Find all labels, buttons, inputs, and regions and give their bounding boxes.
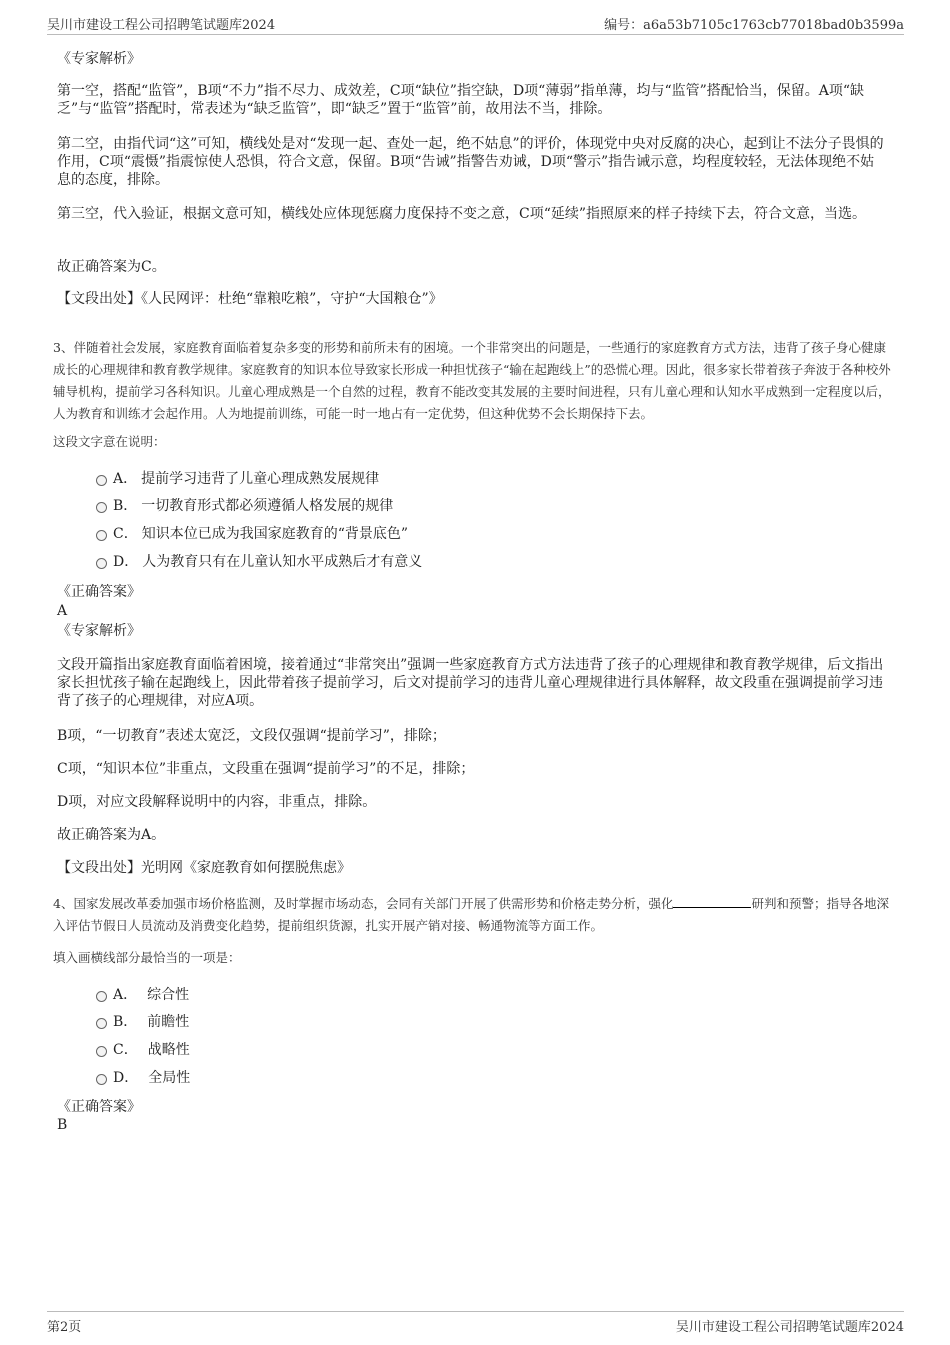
q3-expert-title: 《专家解析》 — [57, 623, 141, 639]
radio-icon[interactable] — [96, 475, 107, 486]
option-text: 知识本位已成为我国家庭教育的“背景底色” — [141, 526, 409, 542]
radio-icon[interactable] — [96, 558, 107, 569]
q4-option-d[interactable] — [96, 1069, 190, 1087]
q3-prompt: 这段文字意在说明： — [53, 434, 166, 449]
q4-prompt: 填入画横线部分最恰当的一项是： — [53, 950, 241, 965]
q3-analysis-p1: 文段开篇指出家庭教育面临着困境，接着通过“非常突出”强调一些家庭教育方式方法违背了孩子的心理规律和教育教学规律，后文指出家长担忧孩子输在起跑线上，因此带着孩子提前学习，后文对提前学习的违背儿童心理规律进行具体解释，故文段重在强调提前学习违背了孩子的心理规律，对应A项。 — [57, 657, 884, 709]
option-text: 战略性 — [147, 1042, 190, 1058]
q4-option-c[interactable] — [96, 1041, 190, 1059]
option-text: 全局性 — [148, 1070, 191, 1086]
option-text: 人为教育只有在儿童认知水平成熟后才有意义 — [142, 554, 423, 570]
q3-answer-title: 《正确答案》 — [57, 584, 141, 600]
q2-expert-title: 《专家解析》 — [57, 51, 141, 67]
q3-source: 【文段出处】光明网《家庭教育如何摆脱焦虑》 — [57, 860, 351, 876]
q4-stem-part2: 研判和预警；指导各地深入评估节假日人员流动及消费变化趋势，提前组织货源，扎实开展产销对接、畅通物流等方面工作。 — [53, 896, 889, 933]
option-letter: A． — [113, 987, 138, 1003]
option-letter: C． — [113, 526, 138, 542]
q3-analysis-p2: B项，“一切教育”表述太宽泛，文段仅强调“提前学习”，排除； — [57, 728, 446, 744]
radio-icon[interactable] — [96, 1018, 107, 1029]
q4-option-a[interactable] — [96, 986, 189, 1004]
q4-answer: B — [57, 1117, 68, 1133]
q2-analysis-p2: 第二空，由指代词“这”可知，横线处是对“发现一起、查处一起，绝不姑息”的评价，体现党中央对反腐的决心，起到让不法分子畏惧的作用，C项“震慑”指震惊使人恐惧，符合文意，保留。B项“告诫”指警告劝诫，D项“警示”指告诫示意，均程度较轻，无法体现绝不姑息的态度，排除。 — [57, 136, 884, 188]
q2-source: 【文段出处】《人民网评：杜绝“靠粮吃粮”，守护“大国粮仓”》 — [57, 291, 443, 307]
option-letter: B． — [113, 1014, 138, 1030]
q2-conclusion: 故正确答案为C。 — [57, 259, 166, 275]
radio-icon[interactable] — [96, 1046, 107, 1057]
q3-option-a[interactable] — [96, 470, 379, 488]
q4-stem-part1: 4、国家发展改革委加强市场价格监测，及时掌握市场动态，会同有关部门开展了供需形势和价格走势分析，强化 — [53, 896, 674, 911]
q3-analysis-p3: C项，“知识本位”非重点，文段重在强调“提前学习”的不足，排除； — [57, 761, 475, 777]
q3-option-c[interactable] — [96, 525, 408, 543]
radio-icon[interactable] — [96, 502, 107, 513]
answer-blank — [673, 895, 751, 908]
option-letter: D． — [113, 554, 139, 570]
header-title: 吴川市建设工程公司招聘笔试题库2024 — [47, 18, 276, 33]
option-text: 前瞻性 — [147, 1014, 190, 1030]
radio-icon[interactable] — [96, 991, 107, 1002]
q4-answer-title: 《正确答案》 — [57, 1099, 141, 1115]
q3-analysis-p4: D项，对应文段解释说明中的内容，非重点，排除。 — [57, 794, 377, 810]
option-text: 提前学习违背了儿童心理成熟发展规律 — [141, 471, 380, 487]
q2-analysis-p1: 第一空，搭配“监管”，B项“不力”指不尽力、成效差，C项“缺位”指空缺，D项“薄弱”指单薄，均与“监管”搭配恰当，保留。A项“缺乏”与“监管”搭配时，常表述为“缺乏监管”，即“缺乏”置于“监管”前，故用法不当，排除。 — [57, 83, 865, 117]
q3-option-d[interactable] — [96, 553, 422, 571]
option-text: 一切教育形式都必须遵循人格发展的规律 — [141, 498, 394, 514]
q4-option-b[interactable] — [96, 1013, 189, 1031]
radio-icon[interactable] — [96, 1074, 107, 1085]
radio-icon[interactable] — [96, 530, 107, 541]
option-letter: A． — [113, 471, 138, 487]
q4-stem — [53, 893, 898, 937]
footer-title: 吴川市建设工程公司招聘笔试题库2024 — [675, 1320, 904, 1335]
option-letter: D． — [113, 1070, 139, 1086]
option-letter: C． — [113, 1042, 138, 1058]
option-text: 综合性 — [147, 987, 190, 1003]
q3-option-b[interactable] — [96, 497, 393, 515]
page-footer — [47, 1311, 904, 1334]
option-letter: B． — [113, 498, 138, 514]
page-number: 第2页 — [47, 1320, 82, 1335]
q3-answer: A — [57, 603, 68, 619]
header-doc-id: 编号：a6a53b7105c1763cb77018bad0b3599a — [604, 18, 904, 33]
page-header — [47, 12, 904, 35]
q3-conclusion: 故正确答案为A。 — [57, 827, 166, 843]
q3-stem: 3、伴随着社会发展，家庭教育面临着复杂多变的形势和前所未有的困境。一个非常突出的问题是，一些通行的家庭教育方式方法，违背了孩子身心健康成长的心理规律和教育教学规律。家庭教育的知识本位导致家长形成一种担忧孩子“输在起跑线上”的恐慌心理。因此，很多家长带着孩子奔波于各种校外辅导机构，提前学习各科知识。儿童心理成熟是一个自然的过程，教育不能改变其发展的主要时间进程，只有儿童心理和认知水平成熟到一定程度以后，人为教育和训练才会起作用。人为地提前训练，可能一时一地占有一定优势，但这种优势不会长期保持下去。 — [53, 340, 891, 421]
q2-analysis-p3: 第三空，代入验证，根据文意可知，横线处应体现惩腐力度保持不变之意，C项“延续”指照原来的样子持续下去，符合文意，当选。 — [57, 206, 867, 222]
